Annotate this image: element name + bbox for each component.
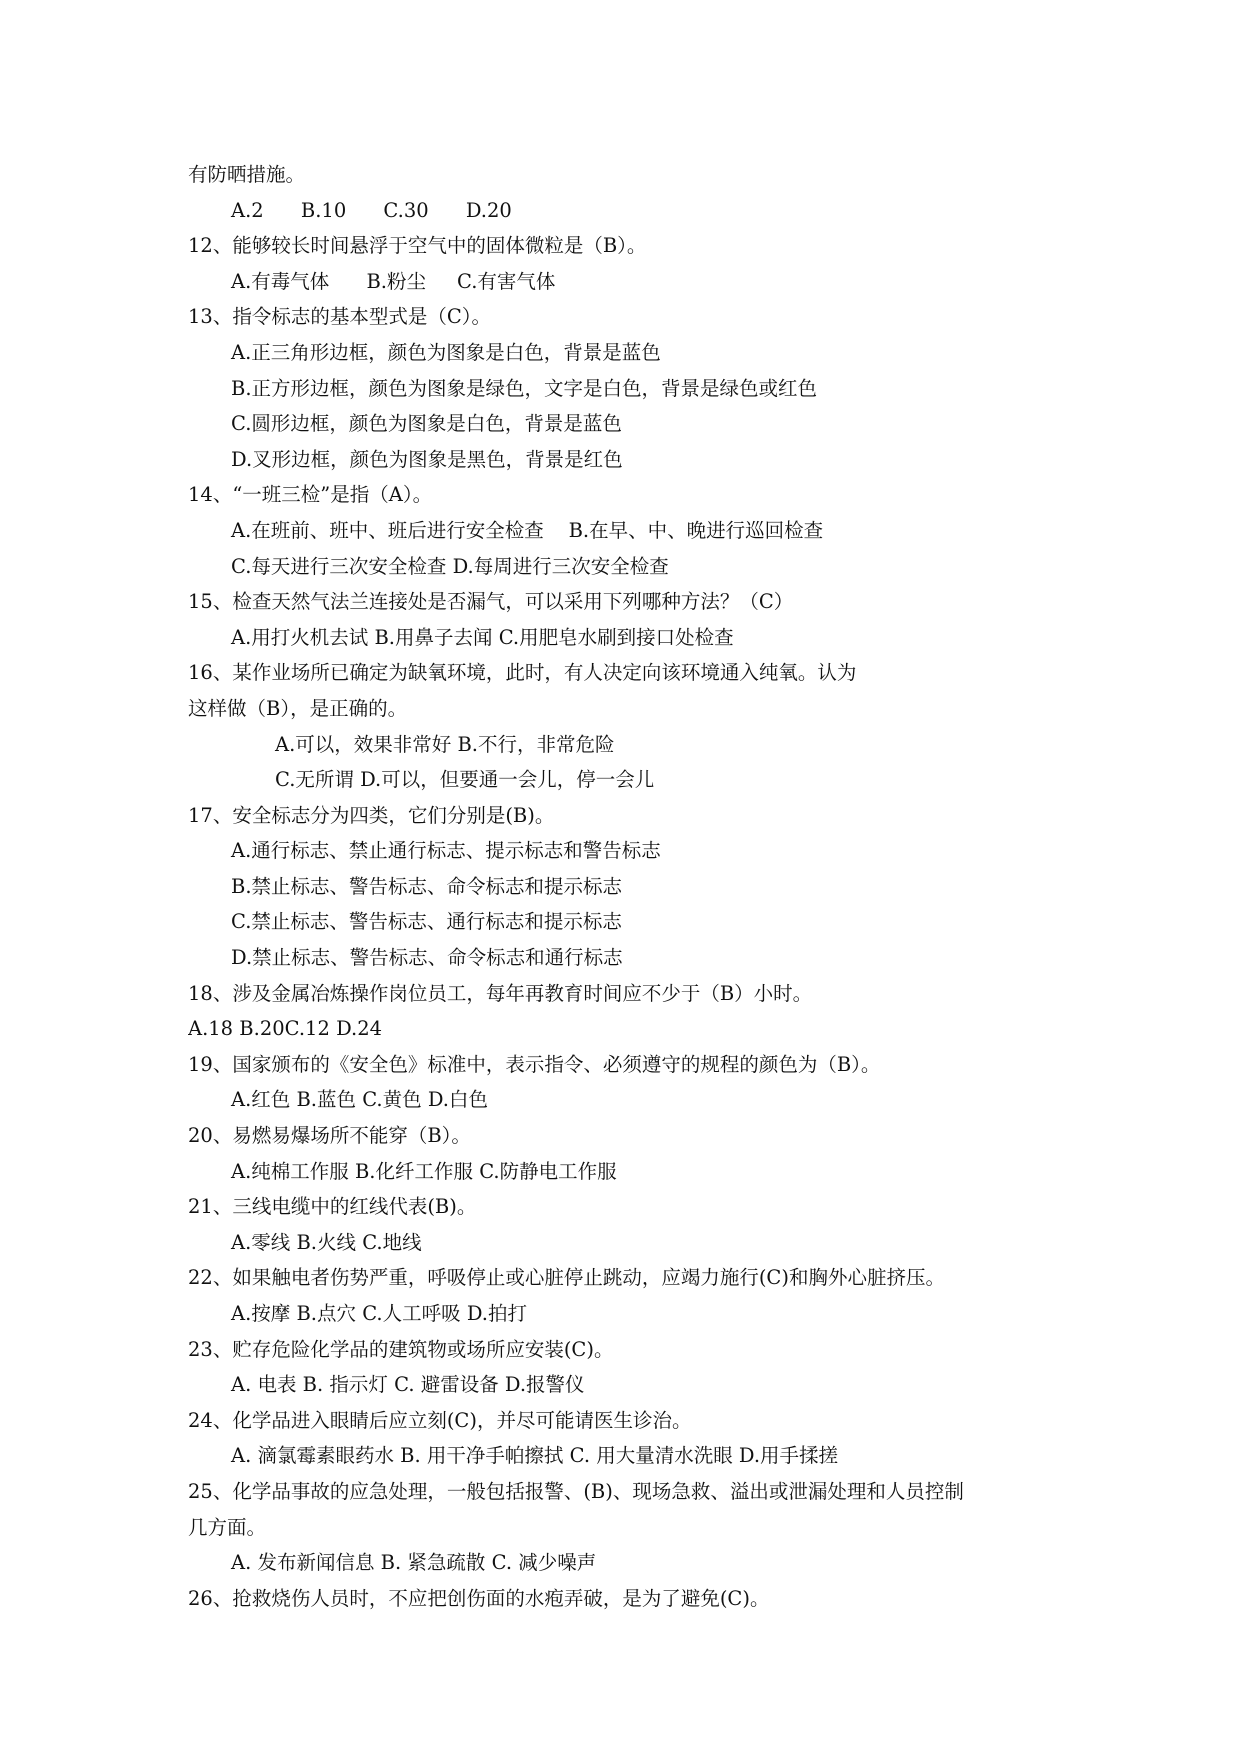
option-line: D.叉形边框，颜色为图象是黑色，背景是红色 — [231, 447, 623, 471]
option-line: A.有毒气体 B.粉尘 C.有害气体 — [231, 269, 556, 293]
option-line: A.按摩 B.点穴 C.人工呼吸 D.拍打 — [231, 1302, 527, 1325]
question-line: 15、检查天然气法兰连接处是否漏气，可以采用下列哪种方法？（C） — [188, 590, 794, 614]
question-line: 21、三线电缆中的红线代表(B)。 — [188, 1195, 477, 1219]
question-line: 这样做（B），是正确的。 — [188, 696, 408, 720]
document-text-body — [188, 157, 1088, 1616]
question-line: 20、易燃易爆场所不能穿（B）。 — [188, 1124, 471, 1148]
option-line: C.每天进行三次安全检查 D.每周进行三次安全检查 — [231, 554, 669, 578]
option-line: D.禁止标志、警告标志、命令标志和通行标志 — [231, 946, 623, 970]
option-line: B.正方形边框，颜色为图象是绿色，文字是白色，背景是绿色或红色 — [231, 376, 818, 400]
question-line: 12、能够较长时间悬浮于空气中的固体微粒是（B）。 — [188, 234, 647, 258]
question-line: 22、如果触电者伤势严重，呼吸停止或心脏停止跳动，应竭力施行(C)和胸外心脏挤压。 — [188, 1266, 945, 1290]
question-line: 13、指令标志的基本型式是（C）。 — [188, 305, 491, 329]
option-line: A.零线 B.火线 C.地线 — [231, 1230, 422, 1254]
question-line: 24、化学品进入眼睛后应立刻(C)，并尽可能请医生诊治。 — [188, 1408, 692, 1432]
question-line: 26、抢救烧伤人员时，不应把创伤面的水疱弄破，是为了避免(C)。 — [188, 1586, 770, 1610]
option-line: A.2 B.10 C.30 D.20 — [231, 198, 512, 222]
question-line: 有防晒措施。 — [188, 163, 306, 186]
option-line: A. 电表 B. 指示灯 C. 避雷设备 D.报警仪 — [231, 1373, 585, 1397]
question-line: 16、某作业场所已确定为缺氧环境，此时，有人决定向该环境通入纯氧。认为 — [188, 661, 857, 685]
option-line: C.无所谓 D.可以，但要通一会儿，停一会儿 — [275, 768, 655, 792]
option-line: A.正三角形边框，颜色为图象是白色，背景是蓝色 — [231, 340, 661, 364]
option-line: A.红色 B.蓝色 C.黄色 D.白色 — [231, 1088, 488, 1112]
option-line: A.在班前、班中、班后进行安全检查 B.在早、中、晚进行巡回检查 — [231, 518, 824, 542]
option-line: C.圆形边框，颜色为图象是白色，背景是蓝色 — [231, 412, 622, 436]
question-line: 几方面。 — [188, 1515, 267, 1539]
option-line: A. 发布新闻信息 B. 紧急疏散 C. 减少噪声 — [231, 1551, 597, 1575]
question-line: 19、国家颁布的《安全色》标准中，表示指令、必须遵守的规程的颜色为（B）。 — [188, 1052, 881, 1076]
option-line: A.可以，效果非常好 B.不行，非常危险 — [275, 732, 615, 756]
option-line: A.通行标志、禁止通行标志、提示标志和警告标志 — [231, 839, 661, 863]
option-line: B.禁止标志、警告标志、命令标志和提示标志 — [231, 874, 623, 898]
option-line: A.纯棉工作服 B.化纤工作服 C.防静电工作服 — [231, 1159, 617, 1183]
question-line: A.18 B.20C.12 D.24 — [188, 1017, 383, 1041]
question-line: 25、化学品事故的应急处理，一般包括报警、(B)、现场急救、溢出或泄漏处理和人员控制 — [188, 1479, 964, 1503]
option-line: A. 滴氯霉素眼药水 B. 用干净手帕擦拭 C. 用大量清水洗眼 D.用手揉搓 — [231, 1444, 839, 1468]
question-line: 17、安全标志分为四类，它们分别是(B)。 — [188, 803, 555, 827]
question-line: 14、“一班三检”是指（A）。 — [188, 483, 433, 507]
question-line: 18、涉及金属冶炼操作岗位员工，每年再教育时间应不少于（B）小时。 — [188, 981, 813, 1005]
option-line: C.禁止标志、警告标志、通行标志和提示标志 — [231, 910, 622, 934]
option-line: A.用打火机去试 B.用鼻子去闻 C.用肥皂水刷到接口处检查 — [231, 625, 734, 649]
question-line: 23、贮存危险化学品的建筑物或场所应安装(C)。 — [188, 1337, 614, 1361]
